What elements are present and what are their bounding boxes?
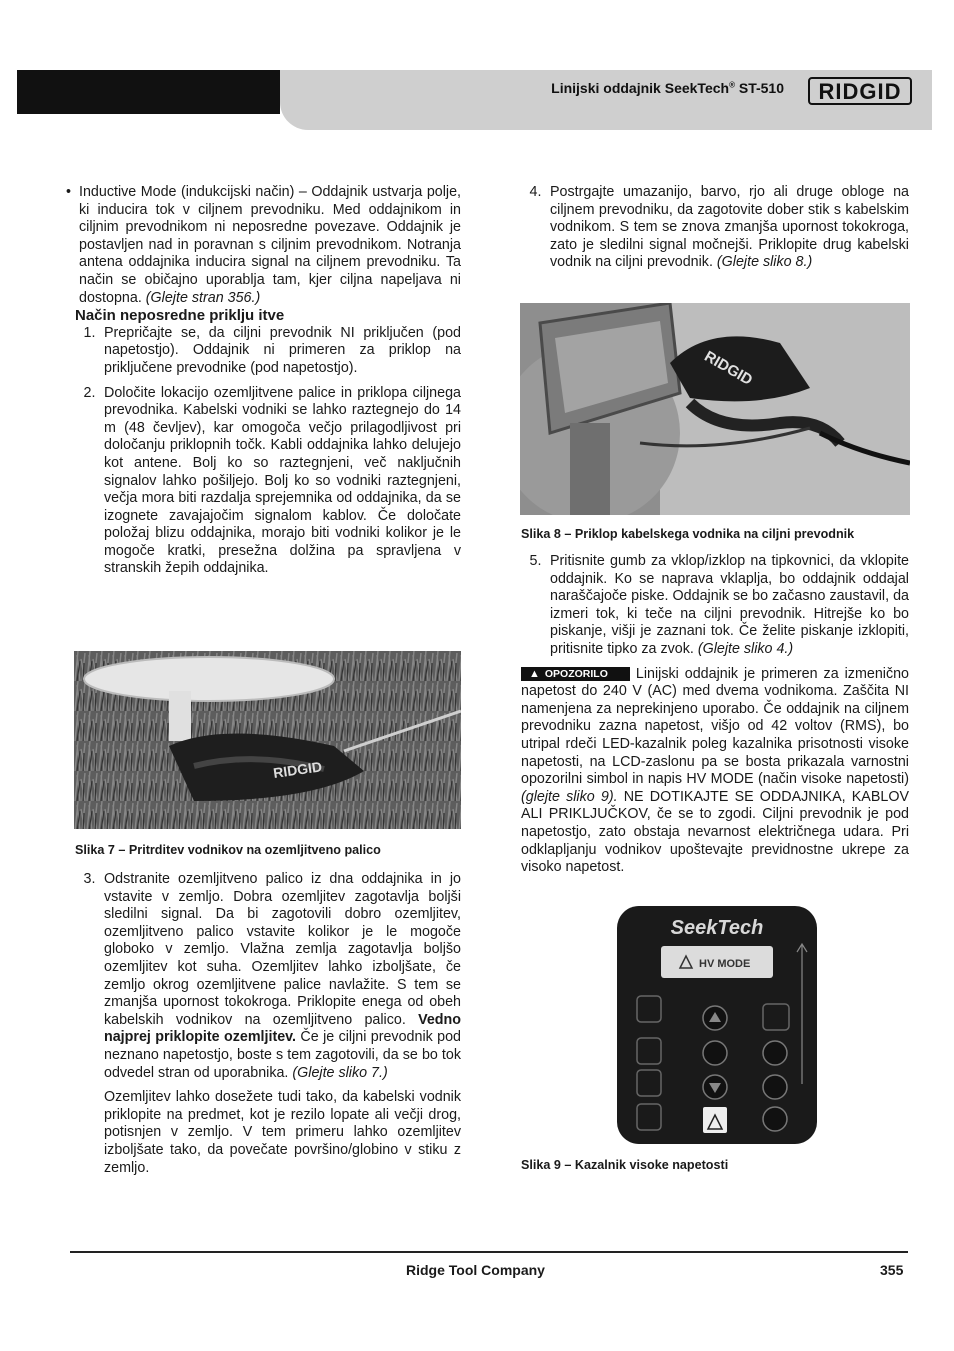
left-column <box>65 184 461 585</box>
warning-badge: ▲ OPOZORILO <box>521 667 630 681</box>
svg-text:HV MODE: HV MODE <box>699 958 751 970</box>
step-text: Odstranite ozemljitveno palico iz dna oddajnika in jo vstavite v zemljo. Dobra ozemljitev zagotavlja boljši sledilni signal. Da bi zagotovili dobro ozemljitev, ozemljitveno palico vstavite kolikor je le mogoče globoko v zemljo. Vlažna zemlja zagotavlja boljšo ozemljitev kot suha. Ozemljitev lahko izboljšate, če zemljo okrog ozemljitvene palice navlažite. S tem se zmanjša upornost tokokroga. Priklopite enega od obeh kabelskih vodnikov na ozemljitveno palico. Vedno najprej priklopite ozemljitev. Če je ciljni prevodnik pod neznano napetostjo, boste s tem zagotovili, da se bo tok odvedel stran od uporabnika. (Glejte sliko 7.) <box>104 871 461 1081</box>
figure-8-caption-wrap <box>521 526 909 544</box>
step-number: 1. <box>83 324 96 341</box>
step-4 <box>521 184 909 272</box>
footer-rule <box>70 1251 908 1253</box>
header-title: Linijski oddajnik SeekTech® ST-510 <box>551 80 784 96</box>
step-text: Določite lokacijo ozemljitvene palice in priklopa ciljnega prevodnika. Kabelski vodniki se lahko raztegnejo do 14 m (48 čevljev), kar omogoča večjo prilagodljivost pri določanju priklopnih točk. Kabli oddajnika lahko delujejo kot antene. Bolj ko so raztegnjeni, več naključnih signalov lahko pošiljejo. Bolj ko so vodniki raztegnjeni, večja mora biti razdalja sprejemnika od oddajnika, da se izognete zavajajočim signalom kablov. Če določate položaj blizu oddajnika, morajo biti vodniki kolikor je le mogoče kratki, presežna dolžina pa spravljena v stranskih žepih oddajnika. <box>104 384 461 577</box>
section-heading: Način neposredne priklju itve <box>75 307 285 325</box>
svg-text:RIDGID: RIDGID <box>272 758 323 781</box>
figure-8-caption: Slika 8 – Priklop kabelskega vodnika na ciljni prevodnik <box>521 527 855 541</box>
figure-9-caption-wrap <box>521 1157 909 1175</box>
figure-9-caption: Slika 9 – Kazalnik visoke napetosti <box>521 1158 729 1172</box>
step-number: 4. <box>529 184 542 200</box>
figure-9-keypad <box>615 904 819 1146</box>
svg-text:RIDGID: RIDGID <box>701 347 756 389</box>
step-5 <box>521 553 909 659</box>
right-column-lower <box>521 553 909 877</box>
warning-paragraph: ▲ OPOZORILO Linijski oddajnik je primeren za izmenično napetost do 240 V (AC) med dvema vodnikoma. Zaščita NI namenjena za neprekinjeno uporabo. Če oddajnik na ciljnem prevodniku zazna napetost, višjo od 42 voltov (RMS), bo utripal rdeči LED-kazalnik poleg kazalnika prisotnosti visoke napetosti, na LCD-zaslonu pa se bosta prikazala varnostni opozorilni simbol in napis HV MODE (način visoke napetosti) (glejte sliko 9). NE DOTIKAJTE SE ODDAJNIKA, KABLOV ALI PRIKLJUČKOV, če se to zgodi. Ciljni prevodnik je pod napetostjo, zato obstaja nevarnost električnega udara. Pri odklapljanju vodnikov upoštevajte previdnostne ukrepe za visoko napetost. <box>521 665 909 876</box>
svg-text:SeekTech: SeekTech <box>670 917 764 939</box>
figure-8-photo <box>520 303 910 515</box>
step-3 <box>75 871 461 1082</box>
step-2 <box>75 385 461 579</box>
bullet-text: Inductive Mode (indukcijski način) – Oddajnik ustvarja polje, ki inducira tok v ciljnem prevodniku. Med oddajnikom in ciljnim prevodnikom ni neposredne povezave. Oddajnik je postavljen nad in poravnan s ciljnim prevodnikom. Notranja antena oddajnika inducira signal na ciljnem prevodniku. Ta način se običajno uporablja tam, kjer ciljna napeljava ni dostopna. (Glejte stran 356.) <box>79 184 461 306</box>
step-number: 5. <box>529 553 542 569</box>
page-number: 355 <box>880 1262 904 1278</box>
right-column <box>521 184 909 279</box>
bullet-mark: • <box>65 184 71 200</box>
step-text: Prepričajte se, da ciljni prevodnik NI priključen (pod napetostjo). Oddajnik ni primeren za priklop na priključene prevodnike (pod napetostjo). <box>104 324 461 376</box>
figure-7-caption-wrap <box>75 842 461 860</box>
step-text: Pritisnite gumb za vklop/izklop na tipkovnici, da vklopite oddajnik. Ko se naprava vklaplja, bo oddajnik oddajal naraščajoče piske. Oddajnik se bo začasno zaustavil, da izmeri tok, ki teče na ciljni prevodnik. Hitrejše ko bo piskanje, višji je zaznani tok. Če želite piskanje izklopiti, pritisnite tipko za zvok. (Glejte sliko 4.) <box>550 553 909 657</box>
step-number: 3. <box>83 871 96 887</box>
footer-company: Ridge Tool Company <box>406 1262 545 1278</box>
step-text: Postrgajte umazanijo, barvo, rjo ali druge obloge na ciljnem prevodniku, da zagotovite dober stik s kabelskim vodnikom. S tem se znova zmanjša upornost tokokroga, zato je sledilni signal močnejši. Priklopite drug kabelski vodnik na ciljni prevodnik. (Glejte sliko 8.) <box>550 184 909 271</box>
step-3-para-2: Ozemljitev lahko dosežete tudi tako, da kabelski vodnik priklopite na predmet, kot je rezilo lopate ali večji drog, potisnjen v zemljo. V tem primeru lahko ozemljitev izboljšate tako, da povečate površino/globino v stiku z zemljo. <box>104 1089 461 1176</box>
bullet-inductive-mode <box>28 184 461 307</box>
warning-icon: ▲ <box>529 667 540 680</box>
header-black-band <box>17 70 280 114</box>
svg-text:RIDGID: RIDGID <box>818 79 902 104</box>
figure-7-caption: Slika 7 – Pritrditev vodnikov na ozemljitveno palico <box>75 843 381 857</box>
ridgid-logo <box>808 76 912 106</box>
figure-7-photo <box>74 651 461 829</box>
step-1 <box>75 325 461 378</box>
step-number: 2. <box>83 384 96 401</box>
left-column-lower <box>75 871 461 1177</box>
